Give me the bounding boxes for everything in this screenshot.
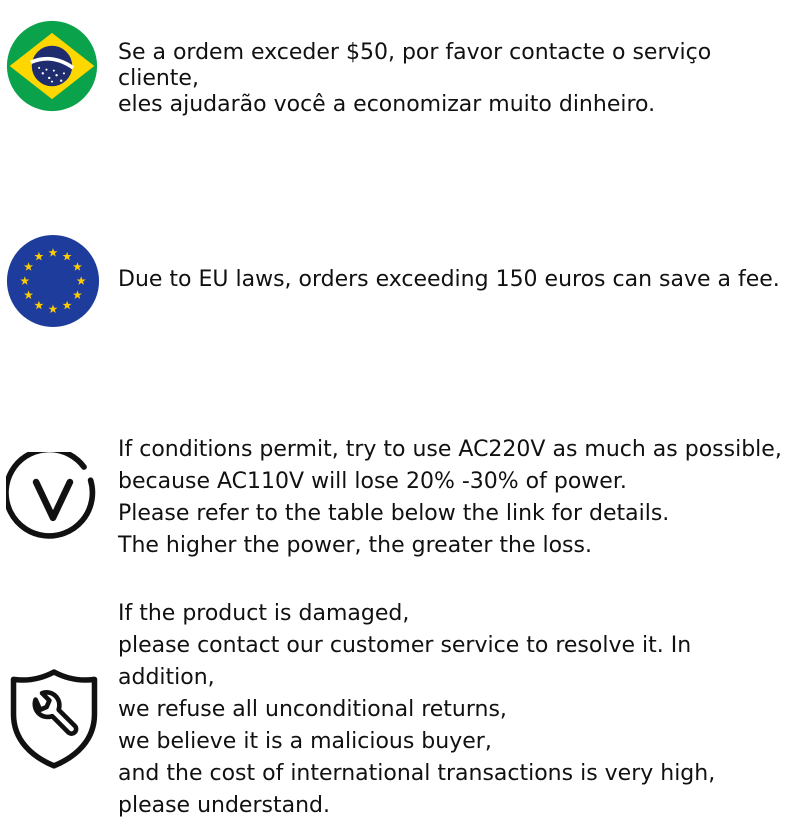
notice-damage-text: If the product is damaged, please contact our customer service to resolve it. In addition, we refuse all unconditional returns, we believe it is a malicious buyer, and the cost of international transactions is very high, please understand. bbox=[118, 601, 716, 818]
notice-eu-text: Due to EU laws, orders exceeding 150 euros can save a fee. bbox=[118, 267, 780, 292]
voltage-icon bbox=[6, 452, 100, 546]
notice-brazil-text: Se a ordem exceder $50, por favor contacte o serviço cliente, eles ajudarão você a economizar muito dinheiro. bbox=[118, 40, 712, 117]
eu-flag-icon bbox=[6, 234, 100, 328]
notice-voltage-text: If conditions permit, try to use AC220V as much as possible, because AC110V will lose 20% -30% of power. Please refer to the table below the link for details. The higher the power, the greater the loss. bbox=[118, 437, 782, 558]
brazil-flag-icon bbox=[6, 20, 98, 112]
wrench-shield-icon bbox=[8, 666, 100, 770]
